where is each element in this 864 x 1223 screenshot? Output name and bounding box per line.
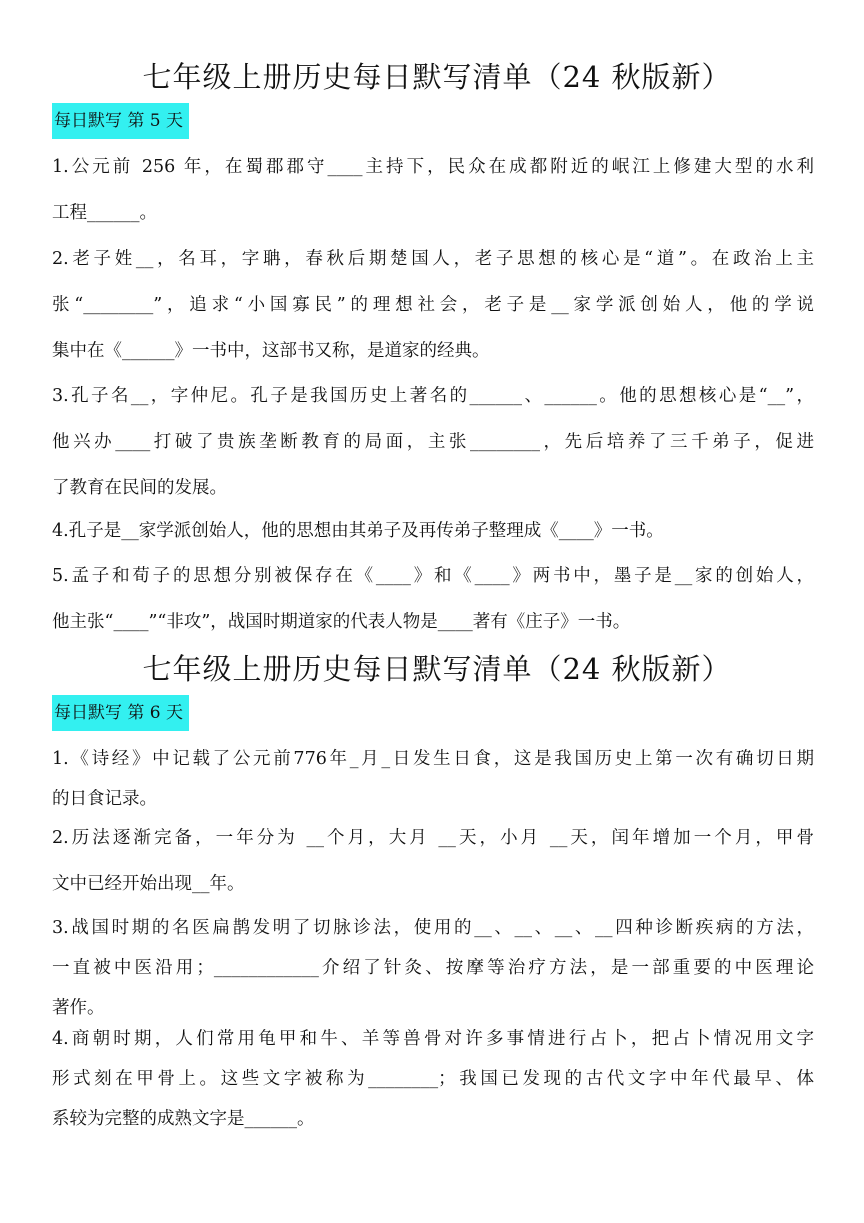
- question-item: [52, 508, 814, 554]
- question-line: 3.孔子名__，字仲尼。孔子是我国历史上著名的______、______。他的思想核心是“__”，: [52, 386, 814, 406]
- question-line: 3.战国时期的名医扁鹊发明了切脉诊法，使用的__、__、__、__四种诊断疾病的方法，: [52, 918, 814, 938]
- question-line: 1.公元前 256 年，在蜀郡郡守____主持下，民众在成都附近的岷江上修建大型的水利: [52, 157, 814, 177]
- question-line: 4.商朝时期，人们常用龟甲和牛、羊等兽骨对许多事情进行占卜，把占卜情况用文字: [52, 1029, 814, 1049]
- question-line: 文中已经开始出现__年。: [52, 874, 245, 894]
- question-line: 4.孔子是__家学派创始人，他的思想由其弟子及再传弟子整理成《____》一书。: [52, 521, 664, 541]
- question-item: [52, 236, 814, 374]
- question-item: [52, 815, 814, 907]
- question-line: 了教育在民间的发展。: [52, 478, 227, 498]
- question-item: [52, 373, 814, 511]
- section-title: 七年级上册历史每日默写清单（24 秋版新）: [142, 652, 732, 686]
- day-badge: 每日默写 第 5 天: [52, 103, 189, 139]
- question-line: 1.《诗经》中记载了公元前776年_月_日发生日食，这是我国历史上第一次有确切日期: [52, 749, 814, 769]
- day-badge: 每日默写 第 6 天: [52, 695, 189, 731]
- question-line: 集中在《______》一书中，这部书又称，是道家的经典。: [52, 341, 490, 361]
- question-line: 著作。: [52, 998, 105, 1018]
- question-item: [52, 144, 814, 236]
- question-item: [52, 908, 814, 1028]
- question-line: 形式刻在甲骨上。这些文字被称为________；我国已发现的古代文字中年代最早、体: [52, 1069, 814, 1089]
- question-line: 的日食记录。: [52, 789, 157, 809]
- question-line: 一直被中医沿用；____________介绍了针灸、按摩等治疗方法，是一部重要的中医理论: [52, 958, 814, 978]
- section-title: 七年级上册历史每日默写清单（24 秋版新）: [142, 60, 732, 94]
- question-item: [52, 553, 814, 645]
- question-line: 工程______。: [52, 203, 157, 223]
- question-line: 他主张“____”“非攻”，战国时期道家的代表人物是____著有《庄子》一书。: [52, 612, 631, 632]
- question-line: 张“________”，追求“小国寡民”的理想社会，老子是__家学派创始人，他的学说: [52, 295, 814, 315]
- question-item: [52, 739, 814, 819]
- question-line: 他兴办____打破了贵族垄断教育的局面，主张________，先后培养了三千弟子，促进: [52, 432, 814, 452]
- question-item: [52, 1019, 814, 1139]
- question-line: 2.老子姓__，名耳，字聃，春秋后期楚国人，老子思想的核心是“道”。在政治上主: [52, 249, 814, 269]
- question-line: 系较为完整的成熟文字是______。: [52, 1109, 315, 1129]
- question-line: 2.历法逐渐完备，一年分为 __个月，大月 __天，小月 __天，闰年增加一个月，甲骨: [52, 828, 814, 848]
- question-line: 5.孟子和荀子的思想分别被保存在《____》和《____》两书中，墨子是__家的创始人，: [52, 566, 814, 586]
